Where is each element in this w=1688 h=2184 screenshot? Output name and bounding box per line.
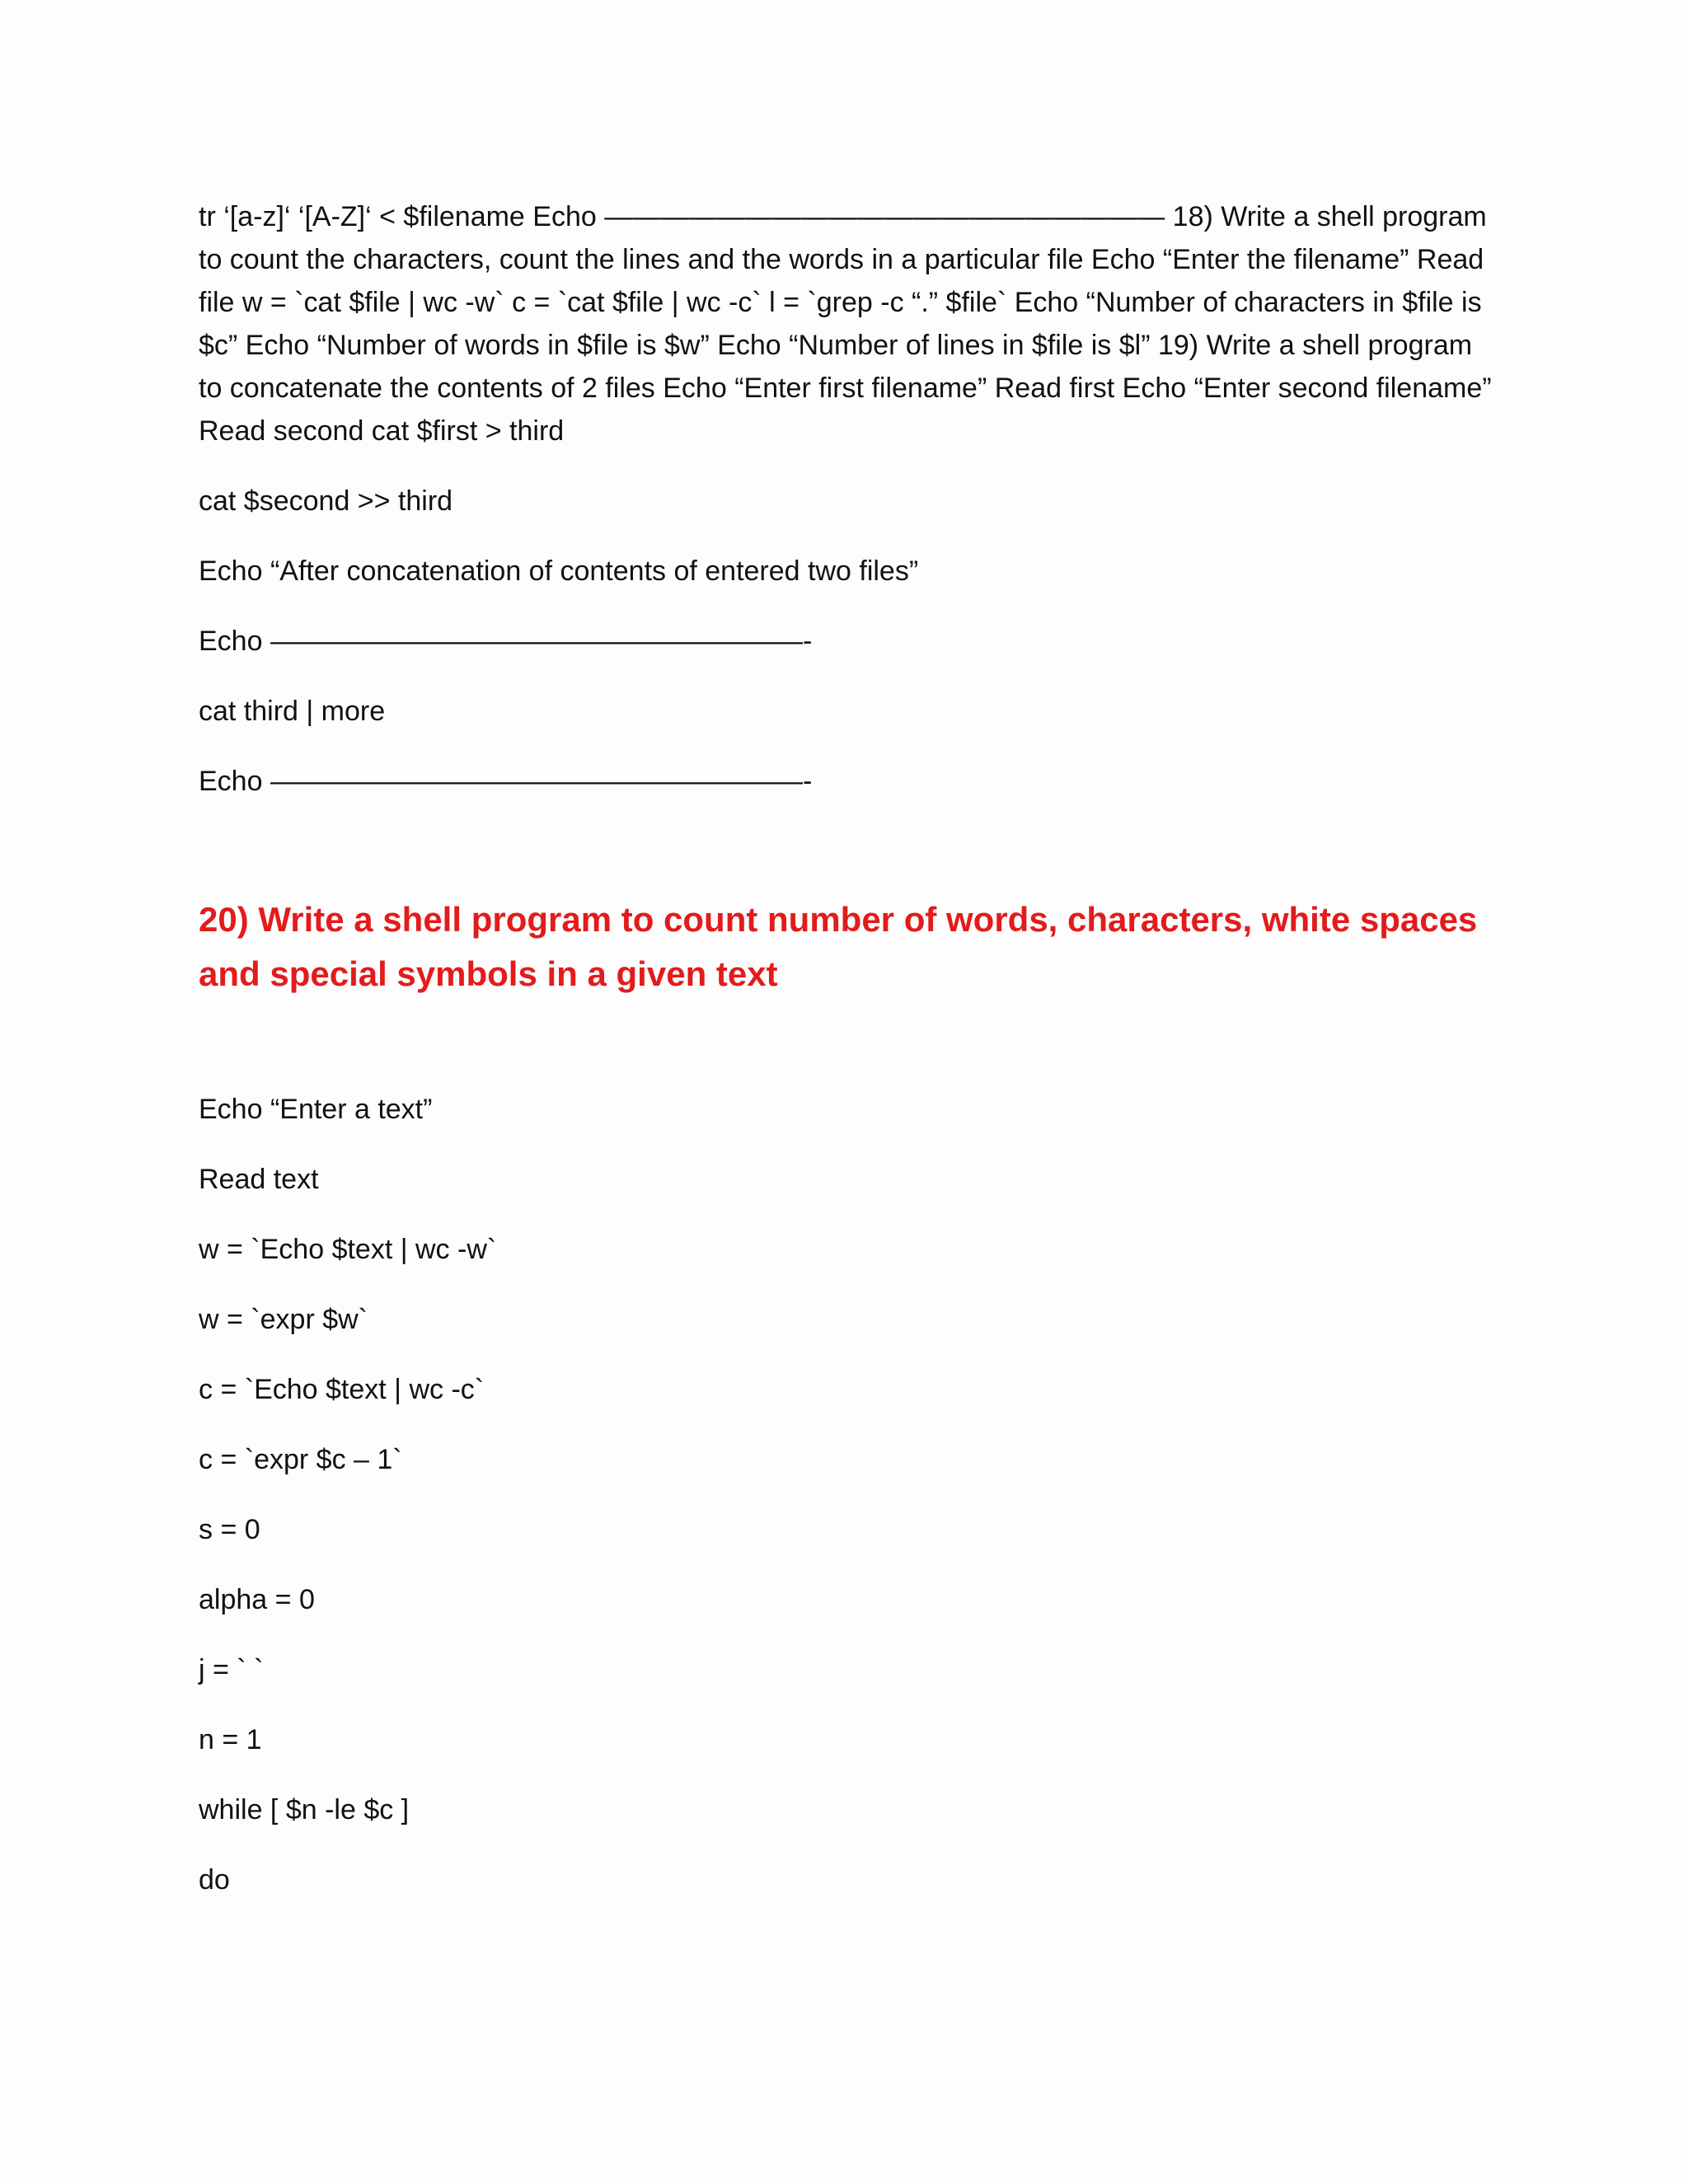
code-line: Read text [199,1164,319,1195]
code-line: Echo “Enter a text” [199,1094,433,1125]
code-line: s = 0 [199,1514,260,1545]
code-line: cat third | more [199,696,386,727]
intro-paragraph: tr ‘[a-z]‘ ‘[A-Z]‘ < $filename Echo ———————————————————— 18) Write a shell program to count the characters, count the lines and the words in a particular file Echo “Enter the filename” Read file w = `cat $file | wc -w` c = `cat $file | wc -c` l = `grep -c “.” $file` Echo “Number of characters in $file is $c” Echo “Number of words in $file is $w” Echo “Number of lines in $file is $l” 19) Write a shell program to concatenate the contents of 2 files Echo “Enter first filename” Read first Echo “Enter second filename” Read second cat $first > third [199,201,1492,447]
section-heading: 20) Write a shell program to count number of words, characters, white spaces and special symbols in a given text [199,900,1478,993]
code-line: j = ` ` [199,1654,264,1685]
code-line: w = `expr $w` [199,1304,368,1335]
code-line: cat $second >> third [199,485,453,517]
code-line: c = `expr $c – 1` [199,1444,402,1475]
document-content [199,195,1493,1929]
code-line: do [199,1864,230,1896]
code-line: Echo “After concatenation of contents of entered two files” [199,555,919,587]
code-line: alpha = 0 [199,1584,315,1615]
code-line: n = 1 [199,1724,262,1755]
code-line: c = `Echo $text | wc -c` [199,1374,485,1405]
code-line: Echo ———————————————————- [199,766,813,797]
section-spacer [199,830,1493,893]
code-line: Echo ———————————————————- [199,626,813,657]
code-line: w = `Echo $text | wc -w` [199,1234,497,1265]
code-line: while [ $n -le $c ] [199,1794,410,1825]
